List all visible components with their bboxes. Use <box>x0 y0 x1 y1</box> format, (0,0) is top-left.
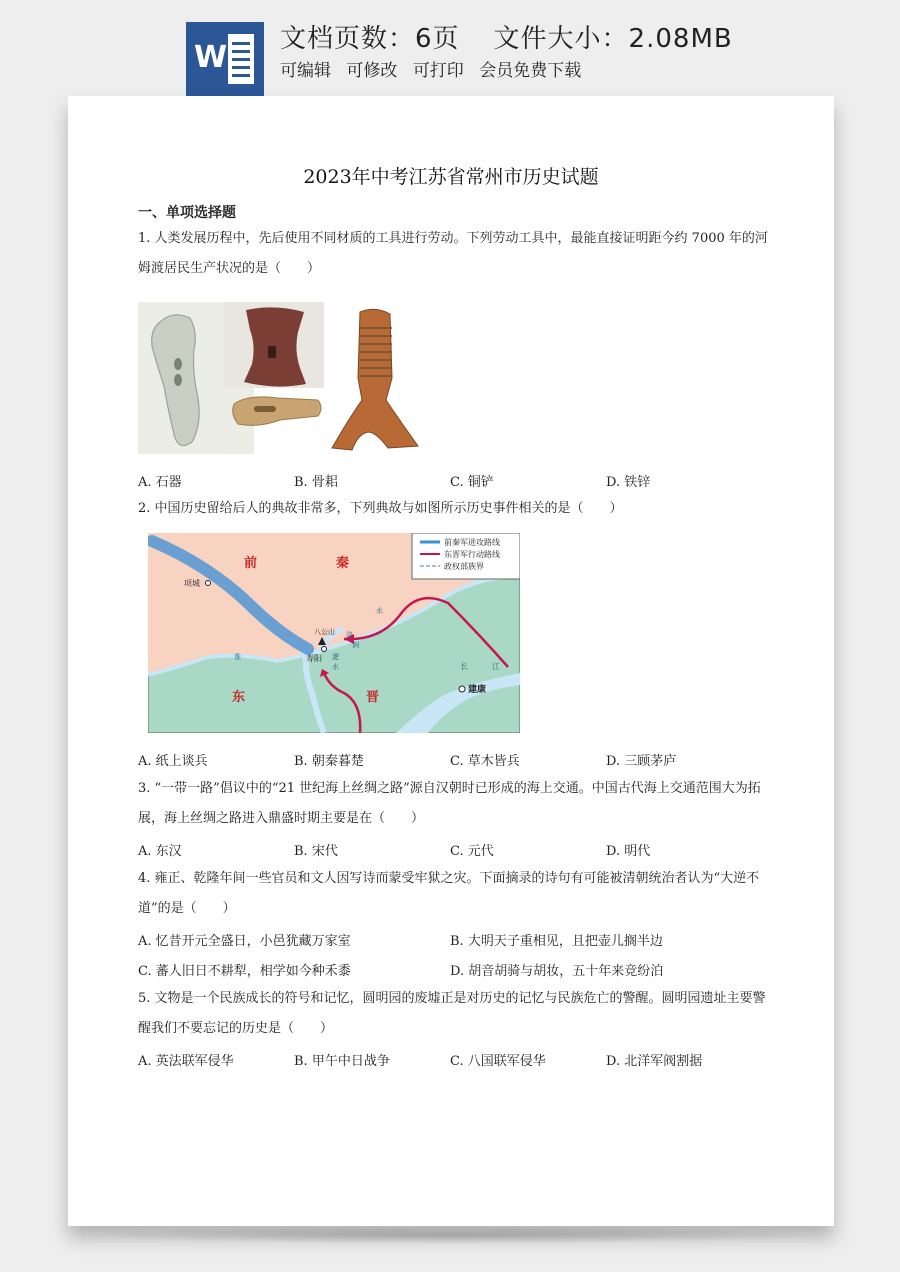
feishui-battle-map <box>148 533 520 733</box>
feature-list <box>280 56 591 81</box>
feature-member-download: 会员免费下载 <box>479 61 582 81</box>
option-a[interactable]: A. 石器 <box>138 475 182 490</box>
copper-spade-image <box>328 308 424 454</box>
label-luo: 洛 <box>346 631 353 639</box>
label-fei-shui: 水 <box>332 663 339 671</box>
option-b[interactable]: B. 宋代 <box>294 844 338 859</box>
question-3-options <box>138 840 768 860</box>
document-page <box>68 96 834 1226</box>
label-shouyang: 寿阳 <box>306 654 322 663</box>
feature-modifiable: 可修改 <box>346 61 398 81</box>
option-b[interactable]: B. 大明天子重相见，且把壶儿搁半边 <box>450 934 663 949</box>
feature-printable: 可打印 <box>412 61 464 81</box>
option-c[interactable]: C. 草木皆兵 <box>450 754 520 769</box>
section-heading: 一、单项选择题 <box>138 205 236 221</box>
question-1-text: 1. 人类发展历程中，先后使用不同材质的工具进行劳动。下列劳动工具中，最能直接证明距今约 7000 年的河姆渡居民生产状况的是（ ） <box>138 231 768 276</box>
option-c[interactable]: C. 八国联军侵华 <box>450 1054 546 1069</box>
legend-qianqin-route: 前秦军进攻路线 <box>444 538 500 547</box>
question-3-text: 3. “一带一路”倡议中的“21 世纪海上丝绸之路”源自汉朝时已形成的海上交通。中国古代海上交通范围大为拓展，海上丝绸之路进入鼎盛时期主要是在（ ） <box>138 781 761 826</box>
option-d[interactable]: D. 明代 <box>606 844 651 859</box>
option-a[interactable]: A. 东汉 <box>138 844 182 859</box>
option-b[interactable]: B. 骨耜 <box>294 475 338 490</box>
option-c[interactable]: C. 元代 <box>450 844 494 859</box>
option-d[interactable]: D. 胡音胡骑与胡妆，五十年来竞纷泊 <box>450 964 664 979</box>
question-2-text: 2. 中国历史留给后人的典故非常多，下列典故与如图所示历史事件相关的是（ ） <box>138 501 623 516</box>
label-fei: 淝 <box>332 653 339 661</box>
option-d[interactable]: D. 北洋军阀割据 <box>606 1054 703 1069</box>
file-size: 文件大小：2.08MB <box>493 24 733 54</box>
question-2-options <box>138 750 768 770</box>
label-jin: 晋 <box>366 690 380 705</box>
label-jiang: 江 <box>492 662 500 671</box>
bone-tool-image <box>224 302 324 388</box>
label-xiangcheng: 项城 <box>184 579 200 588</box>
option-b[interactable]: B. 甲午中日战争 <box>294 1054 390 1069</box>
option-a[interactable]: A. 忆昔开元全盛日，小邑犹藏万家室 <box>138 934 351 949</box>
label-chang: 长 <box>460 662 468 671</box>
page-count: 文档页数：6页 <box>280 24 460 54</box>
document-title: 2023年中考江苏省常州市历史试题 <box>303 166 599 188</box>
label-bagongshan: 八公山 <box>314 628 335 636</box>
label-huai: 淮 <box>234 653 241 661</box>
question-4-options-row1 <box>138 930 768 950</box>
label-qin: 秦 <box>336 556 350 571</box>
label-jian: 涧 <box>352 641 359 649</box>
feature-editable: 可编辑 <box>280 61 331 81</box>
map-graphic <box>148 533 520 733</box>
label-shui: 水 <box>376 607 383 615</box>
legend-border: 政权部族界 <box>444 562 484 571</box>
label-jiankang: 建康 <box>468 685 487 695</box>
legend-dongjin-route: 东晋军行动路线 <box>444 550 500 559</box>
document-info-banner <box>0 0 900 100</box>
word-icon-letter: W <box>194 40 228 75</box>
question-5-options <box>138 1050 768 1070</box>
option-d[interactable]: D. 铁锌 <box>606 475 651 490</box>
option-c[interactable]: C. 铜铲 <box>450 475 494 490</box>
banner-title <box>280 18 733 55</box>
question-4-options-row2 <box>138 960 768 980</box>
label-dong: 东 <box>232 690 246 705</box>
label-qian: 前 <box>244 556 258 571</box>
question-1-options <box>138 471 768 491</box>
question-5-text: 5. 文物是一个民族成长的符号和记忆，圆明园的废墟正是对历史的记忆与民族危亡的警醒。圆明园遗址主要警醒我们不要忘记的历史是（ ） <box>138 991 766 1036</box>
option-b[interactable]: B. 朝秦暮楚 <box>294 754 364 769</box>
option-d[interactable]: D. 三顾茅庐 <box>606 754 677 769</box>
word-document-icon <box>186 22 264 96</box>
bone-spade-image <box>228 392 324 434</box>
option-a[interactable]: A. 英法联军侵华 <box>138 1054 234 1069</box>
option-c[interactable]: C. 蕃人旧日不耕犁，相学如今种禾黍 <box>138 964 351 979</box>
option-a[interactable]: A. 纸上谈兵 <box>138 754 208 769</box>
question-4-text: 4. 雍正、乾隆年间一些官员和文人因写诗而蒙受牢狱之灾。下面摘录的诗句有可能被清朝统治者认为“大逆不道”的是（ ） <box>138 871 760 916</box>
